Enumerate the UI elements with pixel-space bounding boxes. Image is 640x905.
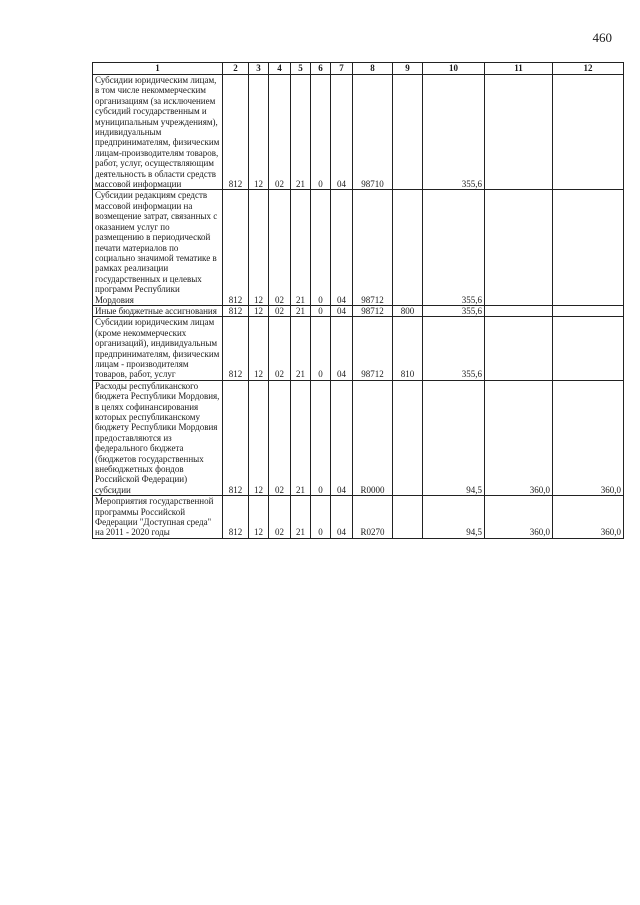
cell-section: 12 <box>249 305 269 316</box>
cell-admin-code: 812 <box>223 190 249 305</box>
cell-subsection: 02 <box>269 317 291 380</box>
cell-subsection: 02 <box>269 190 291 305</box>
cell-activity: 04 <box>331 75 353 190</box>
cell-subprogram: 0 <box>311 190 331 305</box>
cell-amount-col12 <box>553 317 624 380</box>
cell-expense-type: 800 <box>393 305 423 316</box>
row-name: Расходы республиканского бюджета Республики Мордовия, в целях софинансирования которых республиканскому бюджету Республики Мордовия предоставляются из федерального бюджета (бюджетов государственных внебюджетных фондов Российской Федерации) субсидии <box>93 380 223 495</box>
cell-subprogram: 0 <box>311 496 331 539</box>
table-row <box>93 305 624 316</box>
cell-section: 12 <box>249 496 269 539</box>
cell-amount-col10: 94,5 <box>423 496 485 539</box>
col-header: 12 <box>553 63 624 75</box>
cell-admin-code: 812 <box>223 380 249 495</box>
col-header: 9 <box>393 63 423 75</box>
cell-direction: 98712 <box>353 305 393 316</box>
cell-amount-col11: 360,0 <box>485 380 553 495</box>
cell-amount-col10: 94,5 <box>423 380 485 495</box>
budget-table <box>92 62 624 539</box>
cell-expense-type: 810 <box>393 317 423 380</box>
table-row <box>93 75 624 190</box>
col-header: 6 <box>311 63 331 75</box>
cell-subsection: 02 <box>269 380 291 495</box>
cell-admin-code: 812 <box>223 496 249 539</box>
cell-activity: 04 <box>331 317 353 380</box>
cell-section: 12 <box>249 380 269 495</box>
row-name: Мероприятия государственной программы Российской Федерации "Доступная среда" на 2011 - 2020 годы <box>93 496 223 539</box>
col-header: 3 <box>249 63 269 75</box>
cell-subsection: 02 <box>269 496 291 539</box>
col-header: 10 <box>423 63 485 75</box>
cell-amount-col11 <box>485 190 553 305</box>
row-name: Иные бюджетные ассигнования <box>93 305 223 316</box>
cell-amount-col11 <box>485 75 553 190</box>
cell-admin-code: 812 <box>223 317 249 380</box>
cell-direction: R0000 <box>353 380 393 495</box>
page-number: 460 <box>592 30 612 45</box>
col-header: 8 <box>353 63 393 75</box>
cell-subsection: 02 <box>269 305 291 316</box>
cell-amount-col12: 360,0 <box>553 380 624 495</box>
table-row <box>93 496 624 539</box>
cell-amount-col10: 355,6 <box>423 305 485 316</box>
cell-direction: 98712 <box>353 190 393 305</box>
cell-direction: R0270 <box>353 496 393 539</box>
cell-expense-type <box>393 496 423 539</box>
table-row <box>93 317 624 380</box>
cell-section: 12 <box>249 317 269 380</box>
header-row <box>93 63 624 75</box>
cell-subsection: 02 <box>269 75 291 190</box>
cell-subprogram: 0 <box>311 75 331 190</box>
cell-direction: 98710 <box>353 75 393 190</box>
cell-amount-col11: 360,0 <box>485 496 553 539</box>
table-row <box>93 190 624 305</box>
row-name: Субсидии юридическим лицам, в том числе некоммерческим организациям (за исключением субсидий государственным и муниципальным учреждениям), индивидуальным предпринимателям, физическим лицам-производителям товаров, работ, услуг, осуществляющим деятельность в области средств массовой информации <box>93 75 223 190</box>
cell-amount-col12 <box>553 305 624 316</box>
col-header: 2 <box>223 63 249 75</box>
cell-expense-type <box>393 380 423 495</box>
cell-amount-col12 <box>553 75 624 190</box>
cell-expense-type <box>393 75 423 190</box>
cell-program: 21 <box>291 305 311 316</box>
col-header: 7 <box>331 63 353 75</box>
cell-activity: 04 <box>331 190 353 305</box>
cell-amount-col10: 355,6 <box>423 75 485 190</box>
cell-amount-col10: 355,6 <box>423 317 485 380</box>
cell-amount-col12 <box>553 190 624 305</box>
cell-admin-code: 812 <box>223 75 249 190</box>
cell-activity: 04 <box>331 496 353 539</box>
col-header: 5 <box>291 63 311 75</box>
cell-admin-code: 812 <box>223 305 249 316</box>
cell-direction: 98712 <box>353 317 393 380</box>
table-row <box>93 380 624 495</box>
cell-amount-col12: 360,0 <box>553 496 624 539</box>
cell-activity: 04 <box>331 305 353 316</box>
cell-amount-col11 <box>485 317 553 380</box>
cell-program: 21 <box>291 75 311 190</box>
cell-amount-col11 <box>485 305 553 316</box>
cell-program: 21 <box>291 496 311 539</box>
col-header: 11 <box>485 63 553 75</box>
cell-subprogram: 0 <box>311 317 331 380</box>
col-header: 1 <box>93 63 223 75</box>
cell-activity: 04 <box>331 380 353 495</box>
col-header: 4 <box>269 63 291 75</box>
cell-subprogram: 0 <box>311 305 331 316</box>
row-name: Субсидии редакциям средств массовой информации на возмещение затрат, связанных с оказанием услуг по размещению в периодической печати материалов по социально значимой тематике в рамках реализации государственных и целевых программ Республики Мордовия <box>93 190 223 305</box>
cell-program: 21 <box>291 380 311 495</box>
cell-amount-col10: 355,6 <box>423 190 485 305</box>
cell-section: 12 <box>249 190 269 305</box>
cell-section: 12 <box>249 75 269 190</box>
cell-program: 21 <box>291 317 311 380</box>
cell-program: 21 <box>291 190 311 305</box>
cell-subprogram: 0 <box>311 380 331 495</box>
row-name: Субсидии юридическим лицам (кроме некоммерческих организаций), индивидуальным предпринимателям, физическим лицам - производителям товаров, работ, услуг <box>93 317 223 380</box>
cell-expense-type <box>393 190 423 305</box>
